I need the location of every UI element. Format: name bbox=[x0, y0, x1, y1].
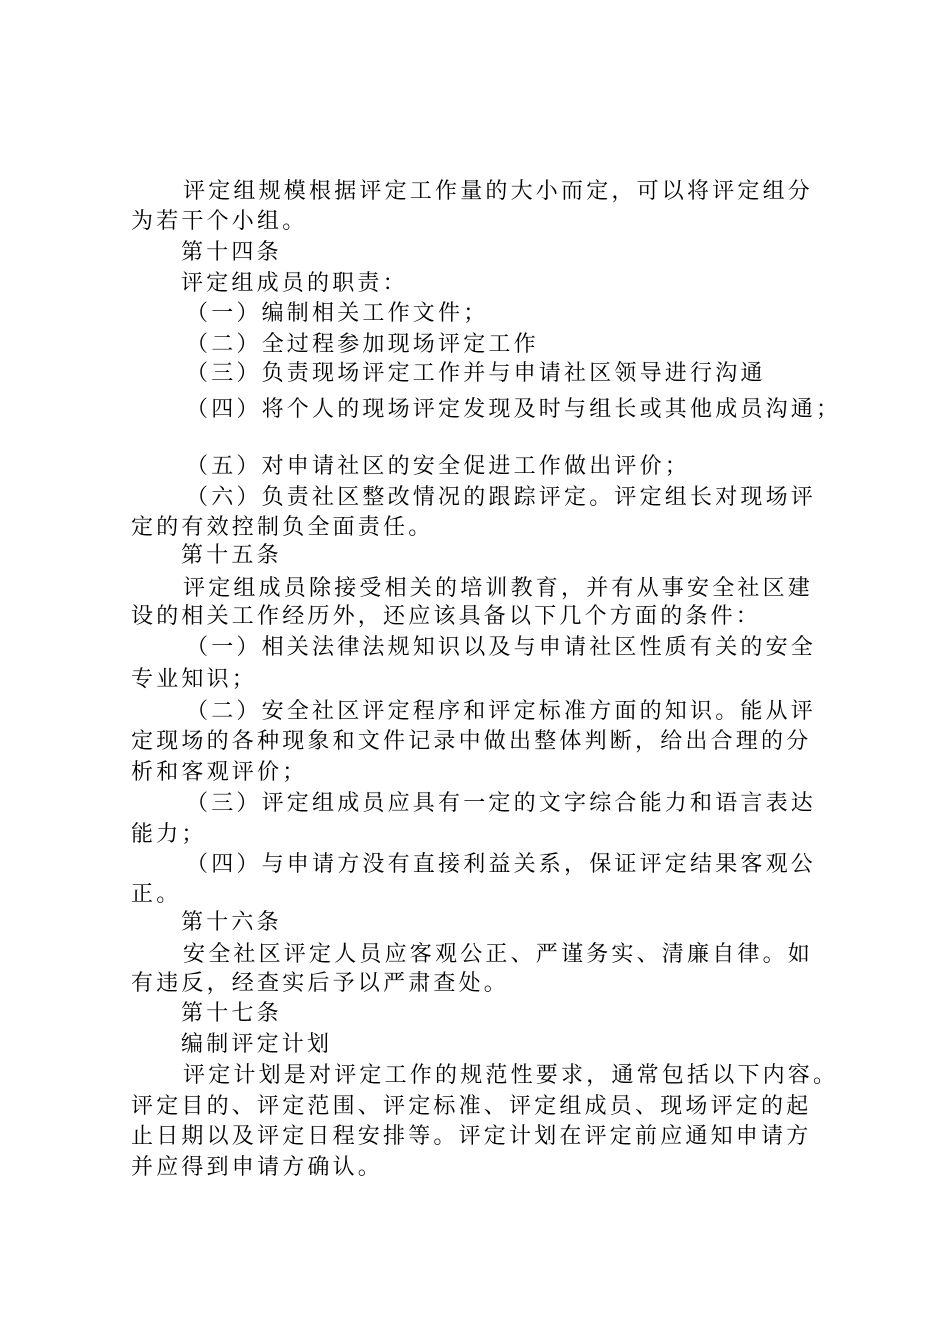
body-text-line: 评定组成员的职责： bbox=[181, 271, 408, 296]
list-item: （三）评定组成员应具有一定的文字综合能力和语言表达 bbox=[186, 791, 817, 816]
section-subheading: 编制评定计划 bbox=[181, 1032, 333, 1057]
list-item: （一）编制相关工作文件； bbox=[186, 301, 489, 326]
body-text-line: 评定目的、评定范围、评定标准、评定组成员、现场评定的起 bbox=[131, 1094, 812, 1119]
list-item: （五）对申请社区的安全促进工作做出评价； bbox=[186, 454, 691, 479]
article-heading: 第十四条 bbox=[181, 240, 282, 265]
list-item: （三）负责现场评定工作并与申请社区领导进行沟通 bbox=[186, 361, 766, 386]
body-text-line: 评定组规模根据评定工作量的大小而定，可以将评定组分 bbox=[183, 179, 814, 204]
body-text-line: 能力； bbox=[131, 822, 207, 847]
list-item: （六）负责社区整改情况的跟踪评定。评定组长对现场评 bbox=[186, 485, 817, 510]
body-text-line: 定的有效控制负全面责任。 bbox=[131, 515, 434, 540]
body-text-line: 安全社区评定人员应客观公正、严谨务实、清廉自律。如 bbox=[183, 942, 814, 967]
body-text-line: 评定组成员除接受相关的培训教育，并有从事安全社区建 bbox=[183, 576, 814, 601]
body-text-line: 设的相关工作经历外，还应该具备以下几个方面的条件： bbox=[131, 604, 762, 629]
list-item: （四）与申请方没有直接利益关系，保证评定结果客观公 bbox=[186, 852, 817, 877]
body-text-line: 为若干个小组。 bbox=[131, 209, 308, 234]
article-heading: 第十七条 bbox=[181, 1001, 282, 1026]
body-text-line: 析和客观评价； bbox=[131, 760, 308, 785]
body-text-line: 评定计划是对评定工作的规范性要求，通常包括以下内容。 bbox=[183, 1063, 839, 1088]
body-text-line: 专业知识； bbox=[131, 667, 258, 692]
article-heading: 第十六条 bbox=[181, 910, 282, 935]
body-text-line: 并应得到申请方确认。 bbox=[131, 1155, 384, 1180]
body-text-line: 有违反，经查实后予以严肃查处。 bbox=[131, 971, 510, 996]
list-item: （四）将个人的现场评定发现及时与组长或其他成员沟通； bbox=[186, 397, 842, 422]
body-text-line: 定现场的各种现象和文件记录中做出整体判断，给出合理的分 bbox=[131, 729, 812, 754]
body-text-line: 止日期以及评定日程安排等。评定计划在评定前应通知申请方 bbox=[131, 1124, 812, 1149]
body-text-line: 正。 bbox=[131, 882, 182, 907]
list-item: （二）全过程参加现场评定工作 bbox=[186, 332, 539, 357]
list-item: （一）相关法律法规知识以及与申请社区性质有关的安全 bbox=[186, 635, 817, 660]
list-item: （二）安全社区评定程序和评定标准方面的知识。能从评 bbox=[186, 699, 817, 724]
article-heading: 第十五条 bbox=[181, 543, 282, 568]
